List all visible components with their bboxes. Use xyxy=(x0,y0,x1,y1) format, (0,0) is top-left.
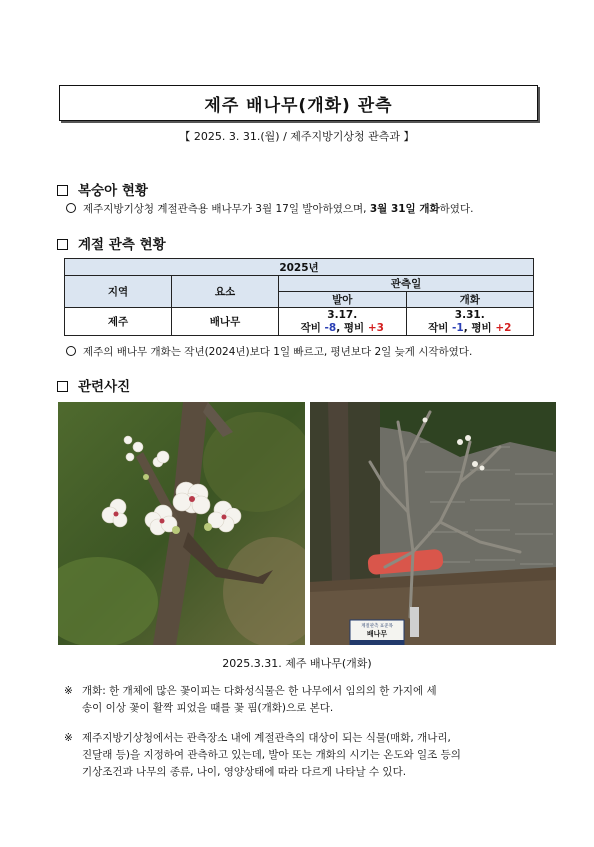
photo-tree-with-sign xyxy=(310,402,556,645)
observation-table xyxy=(64,258,534,336)
photo-blossom-closeup xyxy=(58,402,305,645)
table-cell-bloom xyxy=(406,308,534,336)
bullet-text-bold: 3월 31일 개화 xyxy=(369,203,440,215)
diff-normal: +2 xyxy=(495,321,512,334)
diff-label: 평비 xyxy=(471,321,492,334)
bullet-text-pre: 제주지방기상청 계절관측용 배나무가 3월 17일 발아하였으며, xyxy=(83,203,367,215)
section-1-bullet xyxy=(66,201,473,216)
diff-label: 작비 xyxy=(428,321,449,334)
table-header-bloom: 개화 xyxy=(406,292,534,308)
diff-normal: +3 xyxy=(367,321,384,334)
document-title-text: 제주 배나무(개화) 관측 xyxy=(204,95,393,116)
diff-prev-year: -8 xyxy=(324,321,337,334)
note-line: 기상조건과 나무의 종류, 나이, 영양상태에 따라 다르게 나타날 수 있다. xyxy=(82,766,407,778)
section-heading-2 xyxy=(57,233,166,253)
sprout-diff xyxy=(279,322,406,335)
note-line: 진달래 등)을 지정하여 관측하고 있는데, 발아 또는 개화의 시기는 온도와 일조 등의 xyxy=(82,749,461,761)
diff-label: 평비 xyxy=(343,321,365,334)
section-heading-1-text: 복숭아 현황 xyxy=(78,183,148,199)
document-title xyxy=(59,85,538,121)
circle-bullet-icon xyxy=(66,346,76,356)
section-heading-1 xyxy=(57,179,148,199)
section-2-bullet xyxy=(66,344,472,359)
section-heading-3 xyxy=(57,375,130,395)
section-heading-3-text: 관련사진 xyxy=(78,379,131,395)
table-cell-region: 제주 xyxy=(65,308,172,336)
bloom-date: 3.31. xyxy=(454,308,485,321)
circle-bullet-icon xyxy=(66,203,76,213)
note-line: 제주지방기상청에서는 관측장소 내에 계절관측의 대상이 되는 식물(매화, 개나리, xyxy=(82,732,451,744)
section-heading-2-text: 계절 관측 현황 xyxy=(78,237,166,253)
diff-label: 작비 xyxy=(300,321,321,334)
sprout-date: 3.17. xyxy=(327,308,358,321)
note-2 xyxy=(64,730,544,781)
table-header-element: 요소 xyxy=(172,276,279,308)
table-cell-element: 배나무 xyxy=(172,308,279,336)
bullet-text-post: 하였다. xyxy=(439,203,474,215)
sign-title: 배나무 xyxy=(366,630,388,638)
note-line: 개화: 한 개체에 많은 꽃이피는 다화성식물은 한 나무에서 임의의 한 가지에 세 xyxy=(82,685,437,697)
diff-prev-year: -1 xyxy=(452,321,464,334)
checkbox-square-icon xyxy=(57,185,68,196)
table-header-region: 지역 xyxy=(65,276,172,308)
note-mark: ※ xyxy=(64,732,73,744)
table-header-obsday: 관측일 xyxy=(279,276,534,292)
note-1 xyxy=(64,683,544,717)
note-mark: ※ xyxy=(64,685,73,697)
checkbox-square-icon xyxy=(57,381,68,392)
diff-sep: , xyxy=(463,321,472,334)
section-2-bullet-text: 제주의 배나무 개화는 작년(2024년)보다 1일 빠르고, 평년보다 2일 늦게 시작하였다. xyxy=(83,346,473,358)
note-line: 송이 이상 꽃이 활짝 피었을 때를 꽃 핌(개화)으로 본다. xyxy=(82,702,334,714)
dateline: 【 2025. 3. 31.(월) / 제주지방기상청 관측과 】 xyxy=(179,130,415,143)
bloom-diff xyxy=(407,322,534,335)
table-cell-sprout xyxy=(279,308,407,336)
checkbox-square-icon xyxy=(57,239,68,250)
table-header-sprout: 발아 xyxy=(279,292,407,308)
photo-caption: 2025.3.31. 제주 배나무(개화) xyxy=(222,657,372,670)
sign-caption: 계절관측 표준목 xyxy=(361,624,393,629)
diff-sep: , xyxy=(336,321,344,334)
table-year-header: 2025년 xyxy=(65,259,534,276)
